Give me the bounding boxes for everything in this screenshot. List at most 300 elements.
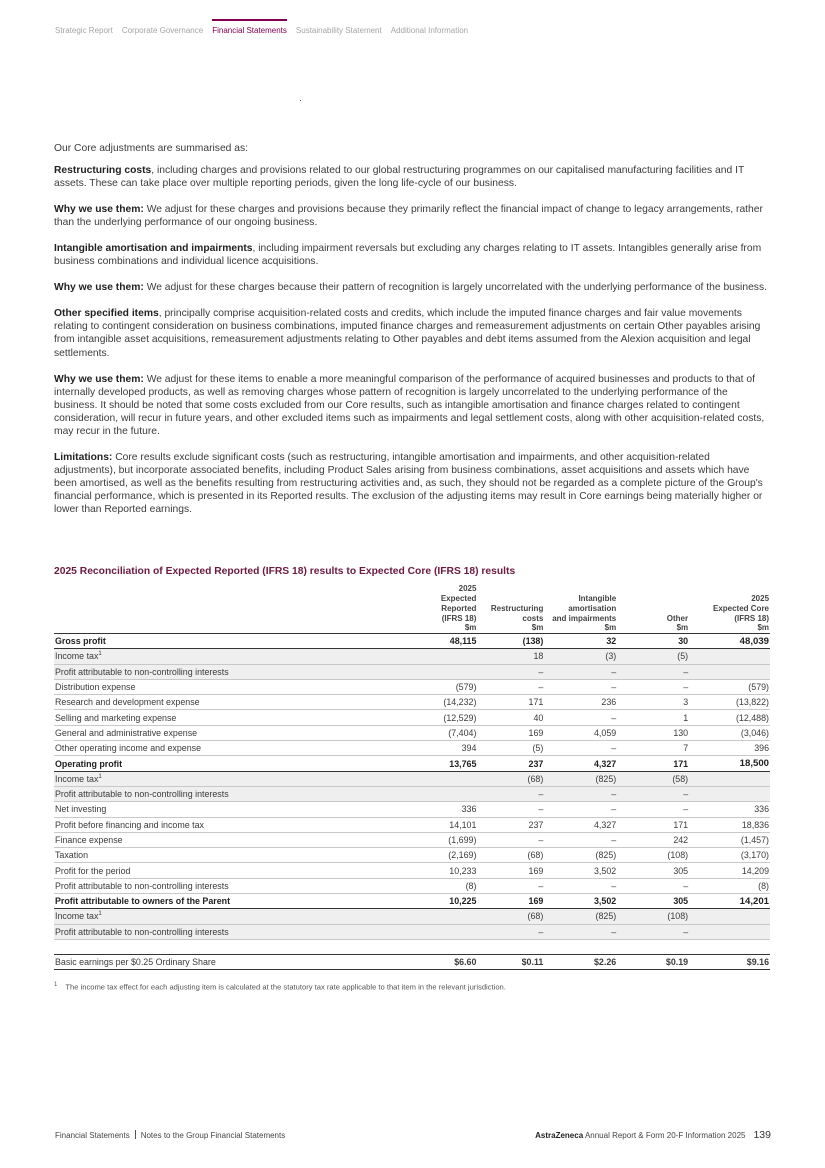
- row-label-text: Gross profit: [55, 636, 106, 647]
- cell-restructuring-text: –: [538, 835, 544, 845]
- cell-intangible-text: –: [611, 743, 617, 754]
- footnote-ref: 1: [98, 651, 102, 658]
- cell-core: [688, 804, 770, 814]
- cell-intangible: [543, 759, 616, 769]
- cell-restructuring: [476, 774, 543, 784]
- cell-other: [616, 743, 688, 753]
- cell-core-text: 48,039: [739, 635, 770, 647]
- intangible-why-term: Why we use them:: [54, 282, 144, 294]
- cell-core: [688, 820, 770, 830]
- row-label: [54, 911, 395, 921]
- cell-reported: [395, 881, 477, 891]
- cell-other-text: (108): [667, 850, 689, 861]
- cell-restructuring: [476, 850, 543, 860]
- cell-core-text: 14,209: [741, 865, 770, 876]
- row-label-text: Basic earnings per $0.25 Ordinary Share: [55, 957, 216, 968]
- cell-other-text: 305: [673, 865, 689, 876]
- cell-intangible: [543, 957, 616, 967]
- row-parent-income-tax: [54, 909, 770, 924]
- cell-intangible-text: –: [611, 666, 617, 677]
- cell-reported-text: (12,529): [443, 712, 477, 723]
- row-label: [54, 850, 395, 860]
- row-gross-income-tax: [54, 649, 770, 664]
- cell-reported: [395, 728, 477, 738]
- footnote-text: The income tax effect for each adjusting item is calculated at the statutory tax rate applicable to that item in the relevant jurisdiction.: [65, 982, 506, 992]
- cell-other-text: –: [683, 926, 689, 937]
- row-label-text: Research and development expense: [55, 697, 200, 708]
- cell-intangible-text: 4,327: [594, 758, 617, 769]
- row-taxation: [54, 848, 770, 863]
- cell-reported: [395, 682, 477, 692]
- cell-restructuring-text: 18: [533, 651, 544, 662]
- cell-other-text: (108): [667, 911, 689, 922]
- restructuring-why-text: We adjust for these charges and provisions because they primarily reflect the financial impact of change to legacy arrangements, rather than the underlying performance of our ongoing business.: [54, 203, 763, 228]
- row-label-text: Profit attributable to non-controlling interests: [55, 666, 229, 677]
- cell-restructuring-text: –: [538, 789, 544, 800]
- cell-other: [616, 636, 688, 646]
- footer-breadcrumb: [55, 1130, 285, 1140]
- row-label: [54, 682, 395, 692]
- cell-other: [616, 820, 688, 830]
- cell-core: [688, 850, 770, 860]
- cell-intangible: [543, 804, 616, 814]
- row-profit-for-period: [54, 863, 770, 878]
- cell-reported-text: 14,101: [449, 819, 477, 830]
- core-adjustments-text: [54, 142, 772, 525]
- cell-other-text: 130: [673, 727, 689, 738]
- cell-reported: [395, 835, 477, 845]
- cell-core: [688, 758, 770, 769]
- cell-core: [688, 636, 770, 647]
- cell-core: [688, 835, 770, 845]
- cell-restructuring-text: 169: [528, 727, 544, 738]
- row-label-text: Profit attributable to non-controlling interests: [55, 880, 229, 891]
- intangible-why-text: We adjust for these charges because their pattern of recognition is largely uncorrelated with the underlying performance of the business.: [143, 282, 767, 294]
- cell-restructuring-text: 169: [528, 896, 544, 907]
- header-intangible: Intangible amortisation and impairments $m: [552, 594, 617, 633]
- row-label: [54, 866, 395, 876]
- cell-intangible-text: (825): [595, 773, 617, 784]
- cell-restructuring-text: 169: [528, 865, 544, 876]
- cell-other: [616, 667, 688, 677]
- intangible-text: , including impairment reversals but excluding any charges relating to IT assets. Intangibles generally arise from business combinations and individual licence acquisitions.: [54, 242, 762, 268]
- cell-core: [688, 957, 770, 967]
- cell-intangible: [543, 651, 616, 661]
- cell-core-text: (3,170): [740, 850, 770, 861]
- cell-restructuring-text: 171: [528, 697, 544, 708]
- header-other: Other $m: [666, 613, 689, 633]
- row-net-investing: [54, 802, 770, 817]
- footer-publication: [535, 1129, 771, 1141]
- row-label: [54, 835, 395, 845]
- cell-core-text: 396: [754, 743, 770, 754]
- row-label-text: Income tax: [55, 773, 99, 784]
- cell-restructuring-text: –: [538, 682, 544, 693]
- cell-intangible: [543, 927, 616, 937]
- row-label-text: Profit attributable to non-controlling interests: [55, 926, 229, 937]
- cell-other: [616, 835, 688, 845]
- cell-intangible: [543, 682, 616, 692]
- cell-intangible-text: 4,059: [594, 727, 617, 738]
- cell-restructuring-text: 40: [533, 712, 544, 723]
- cell-restructuring: [476, 881, 543, 891]
- cell-reported-text: (14,232): [443, 697, 477, 708]
- header-core: 2025 Expected Core (IFRS 18) $m: [712, 594, 770, 633]
- cell-other-text: (58): [672, 773, 689, 784]
- cell-intangible: [543, 728, 616, 738]
- other-why-term: Why we use them:: [54, 373, 144, 385]
- row-label-text: General and administrative expense: [55, 727, 198, 738]
- cell-other: [616, 881, 688, 891]
- row-label: [54, 957, 395, 967]
- nav-corporate-governance[interactable]: Corporate Governance: [121, 26, 204, 35]
- cell-core: [688, 881, 770, 891]
- cell-other-text: $0.19: [665, 957, 689, 968]
- cell-other-text: 1: [683, 712, 689, 723]
- cell-restructuring-text: 237: [528, 758, 544, 769]
- cell-reported: [395, 697, 477, 707]
- cell-intangible: [543, 866, 616, 876]
- cell-other-text: –: [683, 666, 689, 677]
- cell-intangible: [543, 774, 616, 784]
- row-label-text: Selling and marketing expense: [55, 712, 177, 723]
- row-operating-income-tax: [54, 772, 770, 787]
- cell-intangible: [543, 743, 616, 753]
- cell-intangible: [543, 789, 616, 799]
- cell-restructuring: [476, 759, 543, 769]
- cell-reported: [395, 759, 477, 769]
- cell-restructuring-text: –: [538, 804, 544, 815]
- cell-intangible-text: –: [611, 804, 617, 815]
- row-period-nci: [54, 879, 770, 894]
- cell-other: [616, 774, 688, 784]
- cell-restructuring: [476, 957, 543, 967]
- table-title: 2025 Reconciliation of Expected Reported (IFRS 18) results to Expected Core (IFRS 18) results: [54, 566, 516, 577]
- row-label: [54, 881, 395, 891]
- cell-reported-text: 48,115: [449, 636, 477, 647]
- cell-intangible-text: (825): [595, 911, 617, 922]
- cell-other-text: 242: [673, 835, 689, 845]
- row-other-operating: [54, 741, 770, 756]
- cell-intangible: [543, 667, 616, 677]
- row-rd-expense: [54, 695, 770, 710]
- row-operating-profit: [54, 756, 770, 771]
- limitations-term: Limitations:: [54, 452, 113, 464]
- cell-other: [616, 789, 688, 799]
- row-label: [54, 804, 395, 814]
- cell-intangible: [543, 820, 616, 830]
- cell-restructuring: [476, 896, 543, 906]
- page-number: 139: [753, 1129, 771, 1141]
- cell-intangible: [543, 911, 616, 921]
- cell-restructuring: [476, 835, 543, 845]
- cell-other: [616, 957, 688, 967]
- row-label-text: Other operating income and expense: [55, 743, 202, 754]
- limitations-paragraph: [54, 451, 772, 516]
- cell-core-text: (12,488): [735, 712, 770, 723]
- cell-core: [688, 697, 770, 707]
- footnote: [54, 982, 506, 992]
- row-parent-nci: [54, 925, 770, 940]
- cell-intangible: [543, 881, 616, 891]
- cell-restructuring: [476, 636, 543, 646]
- footnote-ref: 1: [98, 911, 102, 918]
- cell-intangible: [543, 896, 616, 906]
- row-label-text: Profit for the period: [55, 865, 131, 876]
- row-label-text: Income tax: [55, 651, 99, 662]
- restructuring-text: , including charges and provisions related to our global restructuring programmes on our capitalised manufacturing facilities and IT assets. These can take place over multiple reporting periods, given the long life-cycle of our business.: [54, 164, 745, 189]
- other-why-text: We adjust for these items to enable a more meaningful comparison of the performance of acquired businesses and products to that of internally developed products, as well as removing charges whose pattern of recognition is largely uncorrelated to the underlying performance of the business. It should be noted that some costs excluded from our Core results, such as intangible amortisation and finance charges related to contingent consideration, will recur in future years, and other excluded items such as impairments and legal settlement costs, along with other acquisition-related costs, may recur in the future.: [54, 373, 765, 437]
- cell-intangible: [543, 636, 616, 646]
- cell-intangible-text: 3,502: [594, 865, 617, 876]
- reconciliation-table: [54, 582, 770, 970]
- cell-restructuring: [476, 789, 543, 799]
- footer-separator: [135, 1130, 136, 1139]
- footer-publication-title: Annual Report & Form 20-F Information 2025: [583, 1131, 746, 1140]
- top-navigation: [55, 26, 468, 35]
- nav-additional-information[interactable]: Additional Information: [390, 26, 469, 35]
- cell-other: [616, 713, 688, 723]
- cell-reported-text: 10,225: [449, 896, 477, 907]
- row-selling-marketing-expense: [54, 710, 770, 725]
- cell-reported-text: (579): [455, 682, 477, 693]
- cell-other-text: 305: [673, 896, 689, 907]
- nav-financial-statements[interactable]: Financial Statements: [212, 26, 287, 35]
- row-label: [54, 789, 395, 799]
- cell-core-text: $9.16: [746, 957, 770, 968]
- other-items-paragraph: [54, 307, 772, 359]
- header-reported: 2025 Expected Reported (IFRS 18) $m: [440, 584, 477, 633]
- cell-other: [616, 850, 688, 860]
- cell-reported: [395, 896, 477, 906]
- cell-other-text: 171: [673, 758, 689, 769]
- stray-dot: [300, 100, 301, 101]
- cell-other: [616, 728, 688, 738]
- row-label-text: Net investing: [55, 804, 107, 815]
- cell-core-text: 18,836: [741, 819, 770, 830]
- cell-restructuring-text: $0.11: [521, 957, 544, 968]
- cell-intangible: [543, 850, 616, 860]
- cell-other-text: 7: [683, 743, 689, 754]
- footer-subsection[interactable]: Notes to the Group Financial Statements: [140, 1131, 286, 1140]
- row-finance-expense: [54, 833, 770, 848]
- cell-intangible-text: –: [611, 835, 617, 845]
- row-general-admin-expense: [54, 726, 770, 741]
- row-profit-before-financing: [54, 818, 770, 833]
- cell-reported: [395, 957, 477, 967]
- footer-brand: AstraZeneca: [535, 1131, 584, 1140]
- restructuring-term: Restructuring costs: [54, 164, 152, 176]
- footnote-ref: 1: [98, 773, 102, 780]
- other-items-text: , principally comprise acquisition-related costs and credits, which include the imputed finance charges and fair value movements relating to contingent consideration on business combinations, imputed finance charges and remeasurement adjustments on certain Other payables arising from intangible asset acquisitions, remeasurement adjustments relating to Other payables and debt items assumed from the Alexion acquisition and legal settlements.: [54, 308, 761, 359]
- other-why-paragraph: [54, 373, 772, 438]
- cell-reported-text: (7,404): [448, 727, 477, 738]
- row-label: [54, 743, 395, 753]
- cell-restructuring-text: –: [538, 666, 544, 677]
- cell-intangible-text: 32: [606, 636, 617, 647]
- cell-intangible-text: 3,502: [594, 896, 617, 907]
- cell-other-text: 30: [678, 636, 689, 647]
- row-distribution-expense: [54, 680, 770, 695]
- cell-core-text: 336: [754, 804, 770, 815]
- footer-section[interactable]: Financial Statements: [55, 1131, 130, 1140]
- cell-intangible: [543, 835, 616, 845]
- cell-intangible: [543, 713, 616, 723]
- cell-reported-text: 10,233: [449, 865, 477, 876]
- cell-restructuring: [476, 820, 543, 830]
- cell-other: [616, 896, 688, 906]
- row-label-text: Profit attributable to non-controlling interests: [55, 789, 229, 800]
- cell-intangible-text: –: [611, 789, 617, 800]
- cell-restructuring-text: (138): [522, 636, 544, 647]
- cell-restructuring: [476, 713, 543, 723]
- row-label: [54, 759, 395, 769]
- header-restructuring: Restructuring costs $m: [490, 603, 544, 633]
- cell-core-text: 14,201: [739, 895, 770, 907]
- row-label-text: Profit attributable to owners of the Parent: [55, 896, 231, 907]
- cell-restructuring: [476, 804, 543, 814]
- cell-other: [616, 759, 688, 769]
- footnote-mark: 1: [54, 982, 58, 988]
- restructuring-paragraph: [54, 164, 772, 190]
- cell-restructuring-text: (68): [527, 911, 544, 922]
- cell-reported-text: 394: [461, 743, 477, 754]
- cell-reported: [395, 804, 477, 814]
- cell-restructuring: [476, 866, 543, 876]
- nav-strategic-report[interactable]: Strategic Report: [55, 26, 113, 35]
- cell-core-text: (8): [758, 880, 770, 891]
- row-label: [54, 651, 395, 661]
- restructuring-why-term: Why we use them:: [54, 203, 144, 215]
- table-header: [54, 582, 770, 634]
- cell-reported-text: 336: [461, 804, 477, 815]
- cell-other-text: 171: [673, 819, 689, 830]
- nav-sustainability-statement[interactable]: Sustainability Statement: [295, 26, 382, 35]
- cell-intangible-text: 236: [601, 697, 617, 708]
- cell-restructuring: [476, 651, 543, 661]
- row-label: [54, 713, 395, 723]
- cell-other: [616, 682, 688, 692]
- cell-intangible-text: (825): [595, 850, 617, 861]
- cell-restructuring-text: (5): [532, 743, 544, 754]
- cell-intangible-text: –: [611, 880, 617, 891]
- cell-core-text: (579): [748, 682, 770, 693]
- cell-reported-text: (8): [465, 880, 477, 891]
- row-label: [54, 927, 395, 937]
- row-label: [54, 774, 395, 784]
- cell-restructuring: [476, 927, 543, 937]
- limitations-text: Core results exclude significant costs (such as restructuring, intangible amortisation and impairments, and other acquisition-related adjustments), but incorporate associated benefits, including Product Sales arising from business combinations, asset acquisitions and assets which have been amortised, as well as the benefits resulting from restructuring activities and, as such, they should not be regarded as a complete picture of the Group's financial performance, which is presented in its Reported results. The exclusion of the adjusting items may result in Core earnings being materially higher or lower than Reported earnings.: [54, 452, 763, 516]
- cell-core: [688, 728, 770, 738]
- cell-restructuring-text: (68): [527, 850, 544, 861]
- intangible-why-paragraph: [54, 281, 772, 294]
- cell-restructuring-text: –: [538, 926, 544, 937]
- cell-reported-text: (1,699): [448, 835, 477, 845]
- row-label-text: Taxation: [55, 850, 89, 861]
- row-label-text: Profit before financing and income tax: [55, 819, 204, 830]
- cell-other: [616, 927, 688, 937]
- intangible-term: Intangible amortisation and impairments: [54, 242, 253, 254]
- cell-intangible: [543, 697, 616, 707]
- cell-intangible-text: 4,327: [594, 819, 617, 830]
- cell-reported: [395, 713, 477, 723]
- row-label: [54, 636, 395, 646]
- cell-other: [616, 697, 688, 707]
- row-label: [54, 667, 395, 677]
- cell-other-text: –: [683, 682, 689, 693]
- row-label-text: Operating profit: [55, 758, 123, 769]
- cell-other-text: –: [683, 789, 689, 800]
- cell-reported: [395, 636, 477, 646]
- other-items-term: Other specified items: [54, 308, 159, 320]
- cell-restructuring: [476, 667, 543, 677]
- cell-core: [688, 743, 770, 753]
- row-label: [54, 728, 395, 738]
- cell-other-text: 3: [683, 697, 689, 708]
- restructuring-why-paragraph: [54, 203, 772, 229]
- cell-restructuring: [476, 697, 543, 707]
- cell-restructuring-text: (68): [527, 773, 544, 784]
- row-basic-eps: [54, 954, 770, 970]
- cell-other-text: –: [683, 804, 689, 815]
- cell-other: [616, 911, 688, 921]
- cell-other: [616, 804, 688, 814]
- cell-core-text: (1,457): [740, 835, 770, 845]
- cell-core-text: (3,046): [740, 727, 770, 738]
- cell-other-text: –: [683, 880, 689, 891]
- cell-intangible-text: $2.26: [594, 957, 617, 968]
- cell-core-text: (13,822): [735, 697, 770, 708]
- row-operating-nci: [54, 787, 770, 802]
- cell-reported: [395, 866, 477, 876]
- intro-paragraph: Our Core adjustments are summarised as:: [54, 143, 248, 154]
- cell-other-text: (5): [677, 651, 689, 662]
- cell-reported-text: (2,169): [448, 850, 477, 861]
- cell-restructuring: [476, 682, 543, 692]
- cell-other: [616, 651, 688, 661]
- cell-reported: [395, 743, 477, 753]
- row-label: [54, 697, 395, 707]
- cell-intangible-text: –: [611, 712, 617, 723]
- cell-core-text: 18,500: [739, 758, 770, 770]
- intangible-paragraph: [54, 242, 772, 268]
- row-label: [54, 820, 395, 830]
- cell-restructuring-text: –: [538, 880, 544, 891]
- cell-restructuring: [476, 743, 543, 753]
- row-label-text: Finance expense: [55, 835, 123, 845]
- cell-reported-text: 13,765: [449, 758, 477, 769]
- cell-other: [616, 866, 688, 876]
- row-label-text: Distribution expense: [55, 682, 136, 693]
- row-label: [54, 896, 395, 906]
- cell-reported: [395, 820, 477, 830]
- cell-intangible-text: –: [611, 926, 617, 937]
- cell-core: [688, 866, 770, 876]
- row-gross-profit: [54, 634, 770, 649]
- cell-core: [688, 682, 770, 692]
- row-gross-nci: [54, 665, 770, 680]
- cell-reported: [395, 850, 477, 860]
- cell-intangible-text: –: [611, 682, 617, 693]
- cell-core: [688, 713, 770, 723]
- row-profit-owners-parent: [54, 894, 770, 909]
- row-label-text: Income tax: [55, 911, 99, 922]
- cell-core: [688, 896, 770, 907]
- cell-restructuring: [476, 728, 543, 738]
- cell-intangible-text: (3): [605, 651, 617, 662]
- cell-restructuring: [476, 911, 543, 921]
- cell-restructuring-text: 237: [528, 819, 544, 830]
